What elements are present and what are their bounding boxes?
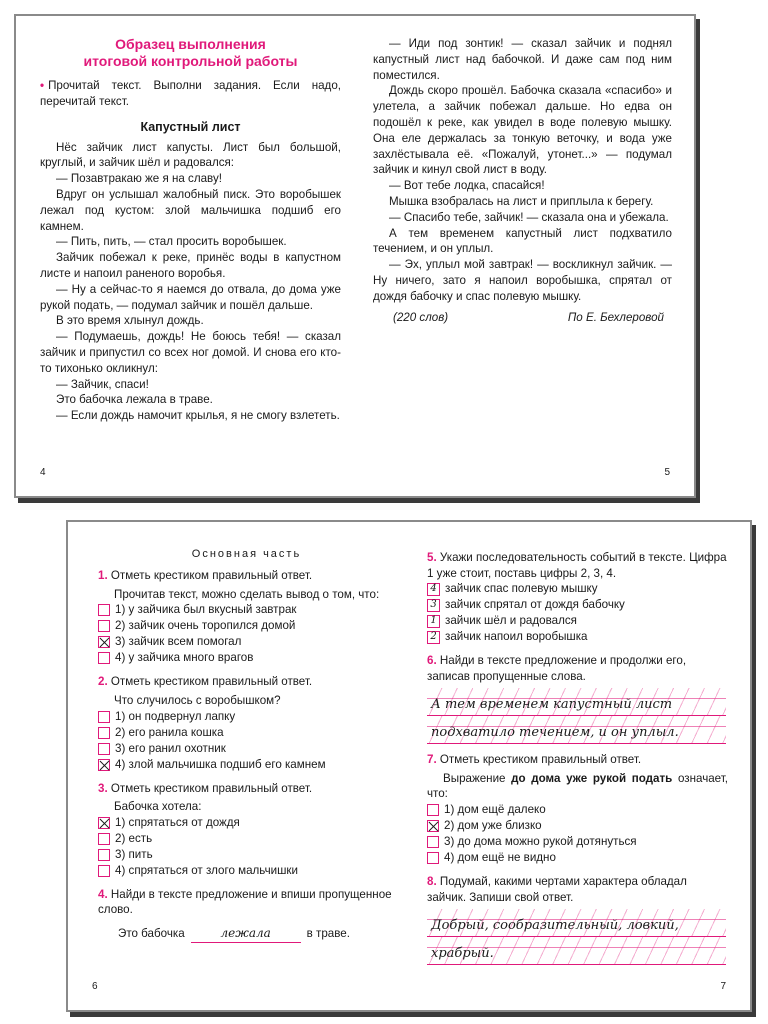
task-text: Отметь крестиком правильный ответ.	[110, 569, 313, 582]
page-7	[409, 522, 750, 1010]
task-1	[98, 568, 395, 666]
top-spread	[14, 14, 696, 498]
checkbox[interactable]	[98, 727, 110, 739]
writing-line[interactable]	[427, 937, 726, 965]
checkbox[interactable]	[427, 836, 439, 848]
answer-option[interactable]	[427, 818, 728, 834]
task-4	[98, 887, 395, 943]
option-label: 1) спрятаться от дождя	[115, 815, 240, 829]
checkbox[interactable]	[98, 865, 110, 877]
answer-option[interactable]	[98, 815, 395, 831]
task-5	[427, 550, 728, 645]
sequence-item[interactable]	[427, 613, 728, 629]
task-text: Отметь крестиком правильный ответ.	[439, 753, 642, 766]
checkbox-checked[interactable]	[98, 817, 110, 829]
bottom-spread	[66, 520, 752, 1012]
word-count: (220 слов)	[393, 310, 449, 324]
handwritten-answer: А тем временем капустный лист	[431, 696, 673, 712]
sequence-label: зайчик напоил воробышка	[445, 630, 588, 643]
answer-option[interactable]	[427, 850, 728, 866]
answer-option[interactable]	[98, 847, 395, 863]
prompt-bold: до дома уже рукой подать	[511, 771, 673, 785]
checkbox-checked[interactable]	[427, 820, 439, 832]
task-text: Отметь крестиком правильный ответ.	[110, 781, 313, 795]
fill-in-sentence	[98, 926, 395, 943]
writing-lines	[427, 909, 728, 965]
task-3	[98, 781, 395, 879]
option-label: 3) его ранил охотник	[115, 741, 226, 755]
sequence-label: зайчик спас полевую мышку	[445, 582, 598, 595]
story-paragraph: А тем временем капустный лист подхватило течением, и он уплыл.	[373, 226, 672, 256]
option-label: 4) дом ещё не видно	[444, 851, 556, 865]
story-paragraph: Нёс зайчик лист капусты. Лист был большой, круглый, и зайчик шёл и радовался:	[40, 140, 341, 170]
instruction	[40, 78, 341, 110]
page-number: 7	[720, 981, 726, 992]
option-label: 3) зайчик всем помогал	[115, 635, 242, 649]
checkbox[interactable]	[98, 604, 110, 616]
checkbox[interactable]	[98, 620, 110, 632]
checkbox-checked[interactable]	[98, 759, 110, 771]
checkbox[interactable]	[98, 849, 110, 861]
answer-option[interactable]	[98, 863, 395, 879]
page-6	[68, 522, 409, 1010]
handwritten-answer: Добрый, сообразительный, ловкий,	[431, 917, 679, 933]
story-paragraph: Вдруг он услышал жалобный писк. Это воробышек лежал под кустом: злой мальчишка подшиб его камнем.	[40, 187, 341, 233]
answer-option[interactable]	[98, 634, 395, 650]
page-4	[16, 16, 355, 496]
task-prompt: Что случилось с воробышком?	[114, 693, 281, 707]
page-5	[355, 16, 694, 496]
answer-option[interactable]	[98, 650, 395, 666]
handwritten-answer: храбрый.	[431, 945, 494, 961]
option-label: 4) спрятаться от злого мальчишки	[115, 863, 298, 877]
sequence-label: зайчик шёл и радовался	[445, 614, 577, 627]
prompt-before: Выражение	[443, 771, 506, 785]
sentence-after: в траве.	[306, 926, 350, 940]
heading-line-1: Образец выполнения	[115, 36, 266, 52]
page-number: 5	[664, 467, 670, 478]
story-paragraph: — Пить, пить, — стал просить воробышек.	[56, 235, 287, 249]
instruction-text: Прочитай текст. Выполни задания. Если надо, перечитай текст.	[40, 79, 341, 108]
story-paragraph: — Иди под зонтик! — сказал зайчик и поднял капустный лист над бабочкой. И даже сам под ним поместился.	[373, 37, 672, 82]
task-number: 5.	[427, 551, 437, 564]
option-label: 4) злой мальчишка подшиб его камнем	[115, 757, 326, 771]
task-prompt: Прочитав текст, можно сделать вывод о том, что:	[114, 587, 380, 601]
answer-option[interactable]	[427, 802, 728, 818]
sentence-before: Это бабочка	[118, 926, 185, 940]
task-prompt	[427, 771, 728, 803]
checkbox[interactable]	[98, 711, 110, 723]
handwritten-answer: подхватило течением, и он уплыл.	[431, 724, 679, 740]
task-prompt: Бабочка хотела:	[114, 800, 202, 814]
sequence-item[interactable]	[427, 581, 728, 597]
checkbox[interactable]	[427, 804, 439, 816]
sequence-label: зайчик спрятал от дождя бабочку	[445, 598, 625, 611]
task-text: Подумай, какими чертами характера обладал зайчик. Запиши свой ответ.	[427, 875, 687, 904]
author: По Е. Бехлеровой	[567, 310, 664, 324]
option-label: 2) его ранила кошка	[115, 725, 224, 739]
task-7	[427, 752, 728, 866]
checkbox[interactable]	[98, 652, 110, 664]
task-8	[427, 874, 728, 965]
answer-option[interactable]	[98, 602, 395, 618]
sequence-number-box[interactable]: 1	[427, 615, 440, 628]
task-number: 6.	[427, 654, 437, 667]
story-paragraph: — Спасибо тебе, зайчик! — сказала она и убежала.	[389, 210, 669, 224]
checkbox[interactable]	[427, 852, 439, 864]
answer-option[interactable]	[427, 834, 728, 850]
task-number: 8.	[427, 875, 437, 889]
task-text: Найди в тексте предложение и впиши пропущенное слово.	[98, 887, 392, 917]
option-label: 2) дом уже близко	[444, 819, 542, 833]
option-label: 2) зайчик очень торопился домой	[115, 619, 296, 633]
story-paragraph: Это бабочка лежала в траве.	[56, 393, 213, 407]
task-number: 4.	[98, 887, 108, 901]
answer-option[interactable]	[98, 618, 395, 634]
task-text: Отметь крестиком правильный ответ.	[110, 675, 313, 689]
story-paragraph: Мышка взобралась на лист и приплыла к берегу.	[389, 194, 654, 208]
story-paragraph: В это время хлынул дождь.	[56, 314, 204, 328]
task-text: Укажи последовательность событий в тексте. Цифра 1 уже стоит, поставь цифры 2, 3, 4.	[427, 551, 727, 580]
story-paragraph: — Позавтракаю же я на славу!	[56, 172, 222, 186]
writing-line[interactable]	[427, 688, 726, 716]
option-label: 2) есть	[115, 831, 153, 845]
task-number: 7.	[427, 753, 437, 766]
writing-line[interactable]	[427, 909, 726, 937]
story-paragraph: Дождь скоро прошёл. Бабочка сказала «спасибо» и улетела, а зайчик побежал дальше. Но едва он подошёл к реке, как увидел в воде полевую мышку. Она еле держалась за тонкую веточку, и вода уже захлёстывала её. «Пожалуй, утонет...» — подумал зайчик и кинул свой лист в воду.	[373, 84, 672, 177]
sequence-number-box[interactable]: 3	[427, 599, 440, 612]
option-label: 3) пить	[115, 847, 153, 861]
checkbox[interactable]	[98, 743, 110, 755]
prompt-after: означает, что:	[427, 771, 728, 801]
sequence-number-box[interactable]: 4	[427, 583, 440, 596]
answer-option[interactable]	[98, 831, 395, 847]
story-paragraph: — Вот тебе лодка, спасайся!	[389, 179, 545, 193]
story-signature	[373, 311, 672, 324]
answer-option[interactable]	[98, 741, 395, 757]
story-paragraph: — Подумаешь, дождь! Не боюсь тебя! — сказал зайчик и припустил со всех ног домой. И снова его кто-то тихонько окликнул:	[40, 330, 341, 375]
sequence-item[interactable]	[427, 629, 728, 645]
option-label: 3) до дома можно рукой дотянуться	[444, 835, 637, 849]
option-label: 4) у зайчика много врагов	[115, 651, 254, 665]
page-number: 6	[92, 981, 98, 992]
option-label: 1) дом ещё далеко	[444, 803, 546, 817]
story-title: Капустный лист	[140, 119, 241, 134]
task-number: 2.	[98, 675, 108, 689]
writing-line[interactable]	[427, 716, 726, 744]
task-number: 3.	[98, 781, 108, 795]
answer-option[interactable]	[98, 725, 395, 741]
task-2	[98, 674, 395, 772]
story-paragraph: — Ну а сейчас-то я наемся до отвала, до дома уже рукой подать, — подумал зайчик и пошёл дальше.	[40, 282, 341, 312]
bullet-icon: •	[40, 79, 45, 92]
page-number: 4	[40, 467, 46, 478]
sequence-item[interactable]	[427, 597, 728, 613]
answer-option[interactable]	[98, 709, 395, 725]
story-paragraph: — Если дождь намочит крылья, я не смогу взлететь.	[56, 409, 340, 423]
story-paragraph: Зайчик побежал к реке, принёс воды в капустном листе и напоил раненого воробья.	[40, 251, 341, 280]
task-number: 1.	[98, 569, 108, 582]
sequence-number-box[interactable]: 2	[427, 631, 440, 644]
fill-in-answer[interactable]: лежала	[191, 926, 301, 943]
story-paragraph: — Эх, уплыл мой завтрак! — воскликнул зайчик. — Ну ничего, зато я напоил воробышка, спрятал от дождя бабочку и спас полевую мышку.	[373, 258, 672, 303]
writing-lines	[427, 688, 728, 744]
task-6	[427, 653, 728, 744]
checkbox-checked[interactable]	[98, 636, 110, 648]
option-label: 1) он подвернул лапку	[115, 709, 236, 723]
checkbox[interactable]	[98, 833, 110, 845]
heading-line-2: итоговой контрольной работы	[83, 53, 298, 69]
section-title: Основная часть	[191, 548, 302, 560]
answer-option[interactable]	[98, 757, 395, 773]
option-label: 1) у зайчика был вкусный завтрак	[115, 603, 297, 617]
story-paragraph: — Зайчик, спаси!	[56, 377, 149, 391]
task-text: Найди в тексте предложение и продолжи его, записав пропущенные слова.	[427, 654, 687, 683]
